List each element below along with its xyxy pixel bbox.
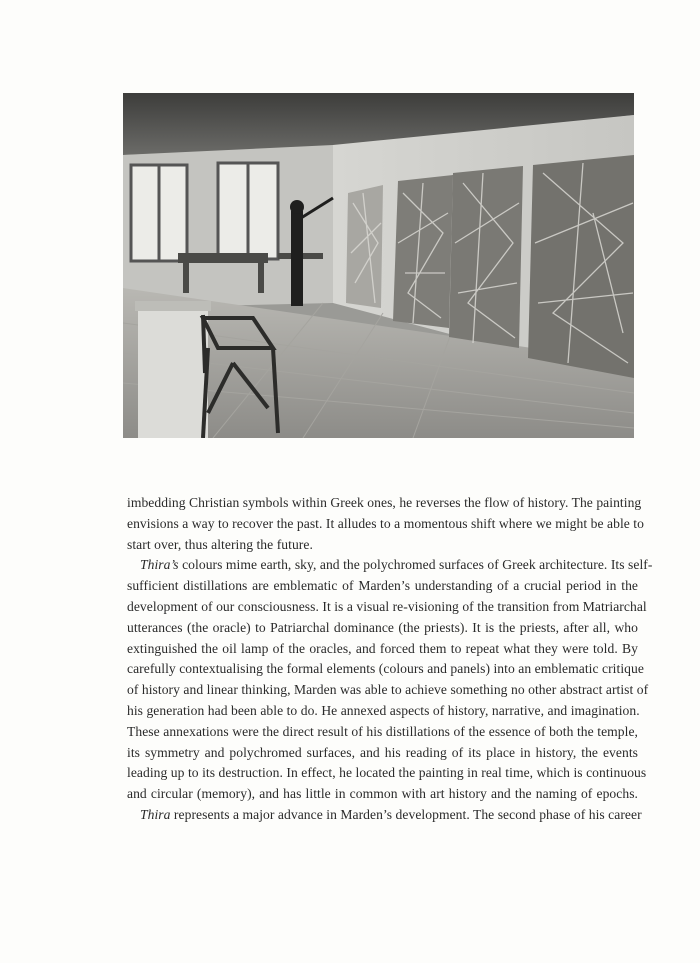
- text-line: development of our consciousness. It is a visual re-visioning of the transition from Matriarchal: [127, 598, 647, 614]
- text-line: utterances (the oracle) to Patriarchal dominance (the priests). It is the priests, after all, who: [127, 619, 638, 635]
- text-line: its symmetry and polychromed surfaces, and his reading of its place in history, the events: [127, 744, 638, 760]
- text-line: leading up to its destruction. In effect, he located the painting in real time, which is continuous: [127, 765, 647, 781]
- text-line: sufficient distillations are emblematic of Marden’s understanding of a crucial period in the: [127, 578, 638, 594]
- artwork-title: Thira: [140, 806, 171, 822]
- text-line: start over, thus altering the future.: [127, 536, 313, 552]
- text-line: Thira’s colours mime earth, sky, and the polychromed surfaces of Greek architecture. Its self-: [140, 557, 653, 573]
- studio-photograph: [123, 93, 634, 438]
- artwork-title: Thira’s: [140, 557, 179, 573]
- text-line: These annexations were the direct result of his distillations of the essence of both the temple,: [127, 723, 638, 739]
- text-line: imbedding Christian symbols within Greek ones, he reverses the flow of history. The painting: [127, 495, 642, 510]
- text-line: envisions a way to recover the past. It alludes to a momentous shift where we might be able to: [127, 515, 644, 531]
- text-line: of history and linear thinking, Marden was able to achieve something no other abstract artist of: [127, 682, 649, 698]
- text-line: extinguished the oil lamp of the oracles, and forced them to repeat what they were told. By: [127, 640, 638, 656]
- text-line: Thira represents a major advance in Marden’s development. The second phase of his career: [140, 806, 642, 822]
- body-text: [127, 493, 653, 826]
- text-line: carefully contextualising the formal elements (colours and panels) into an emblematic critique: [127, 661, 644, 677]
- text-line: and circular (memory), and has little in common with art history and the naming of epochs.: [127, 786, 638, 802]
- text-line: his generation had been able to do. He annexed aspects of history, narrative, and imagination.: [127, 702, 640, 718]
